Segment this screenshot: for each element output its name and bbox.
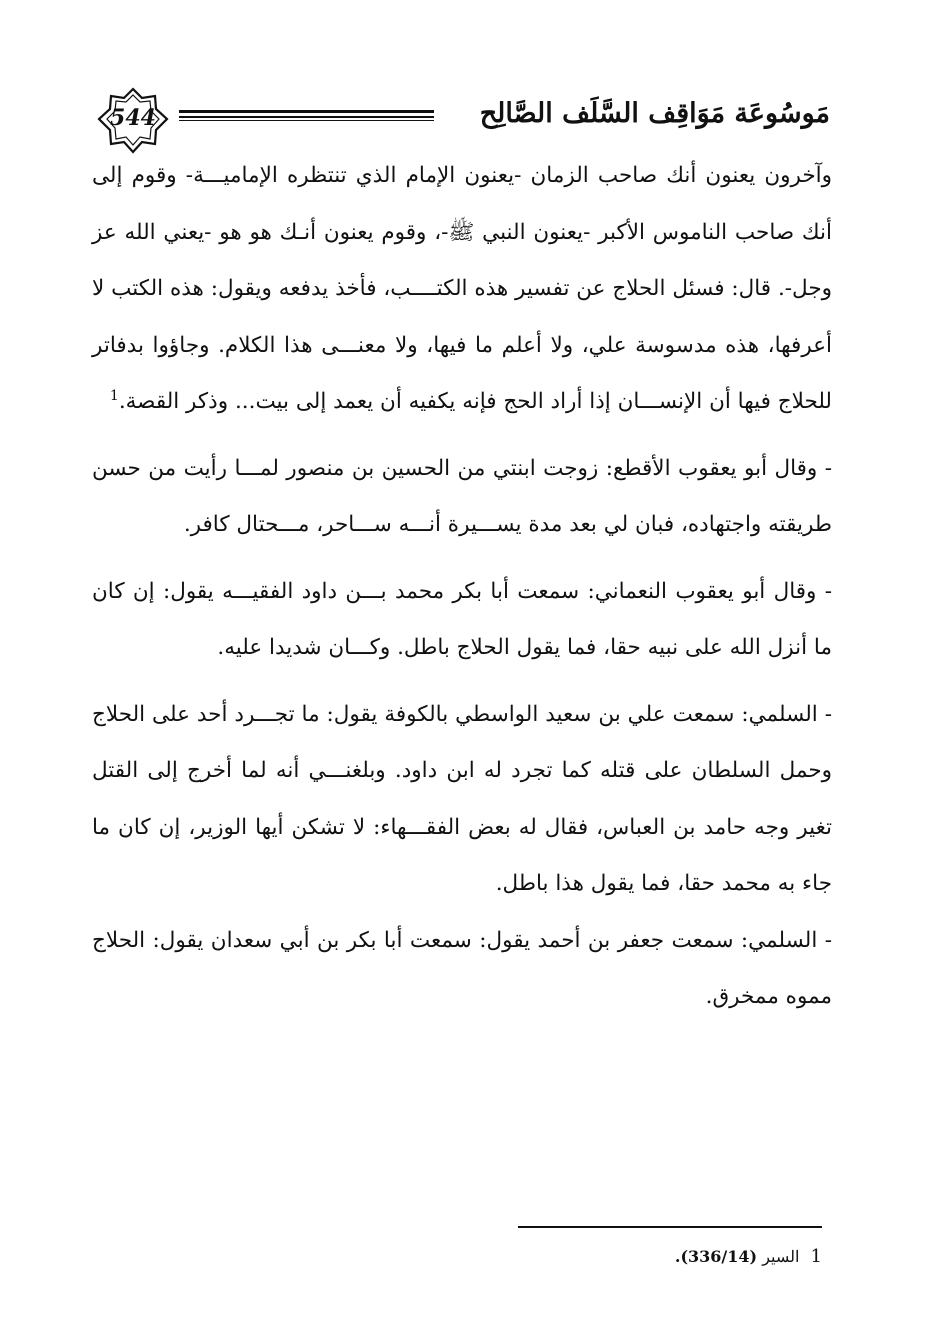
footnote-reference: (336/14). <box>674 1247 758 1266</box>
paragraph-5: - السلمي: سمعت جعفر بن أحمد يقول: سمعت أبا بكر بن أبي سعدان يقول: الحلاج مموه ممخرق. <box>92 927 832 1009</box>
page-header <box>95 86 830 156</box>
page-number-badge <box>95 86 171 156</box>
paragraph-4: - السلمي: سمعت علي بن سعيد الواسطي بالكوفة يقول: ما تجـــرد أحد على الحلاج وحمل السلطان على قتله كما تجرد له ابن داود. وبلغنـــي أنه لما أخرج إلى القتل تغير وجه حامد بن العباس، فقال له بعض الفقـــهاء: لا تشكن أيها الوزير، إن كان ما جاء به محمد حقا، فما يقول هذا باطل. <box>92 701 832 896</box>
paragraph-1-text: وآخرون يعنون أنك صاحب الزمان -يعنون الإمام الذي تنتظره الإماميـــة- وقوم إلى أنك صاحب الناموس الأكبر -يعنون النبي ﷺ-، وقوم يعنون أنـك هو هو -يعني الله عز وجل-. قال: فسئل الحلاج عن تفسير هذه الكتــــب، فأخذ يدفعه ويقول: هذه الكتب لا أعرفها، هذه مدسوسة علي، ولا أعلم ما فيها، ولا معنـــى هذا الكلام. وجاؤوا بدفاتر للحلاج فيها أن الإنســـان إذا أراد الحج فإنه يكفيه أن يعمد إلى بيت... وذكر القصة. <box>92 163 832 414</box>
paragraph-2: - وقال أبو يعقوب الأقطع: زوجت ابنتي من الحسين بن منصور لمـــا رأيت من حسن طريقته واجتهاده، فبان لي بعد مدة يســـيرة أنـــه ســـاحر، مـــحتال كافر. <box>92 455 832 537</box>
footnote-number: 1 <box>810 1246 822 1267</box>
footnote <box>420 1244 822 1270</box>
page-number: 544 <box>110 105 156 131</box>
footnote-source: السير <box>762 1247 800 1266</box>
book-title: مَوسُوعَة مَوَاقِف السَّلَف الصَّالِح <box>479 98 830 129</box>
body-text <box>92 148 832 1026</box>
paragraph-1 <box>92 148 832 431</box>
footnote-divider <box>518 1226 822 1228</box>
paragraph-3: - وقال أبو يعقوب النعماني: سمعت أبا بكر محمد بـــن داود الفقيـــه يقول: إن كان ما أنزل الله على نبيه حقا، فما يقول الحلاج باطل. وكـــان شديدا عليه. <box>92 578 832 660</box>
header-rule <box>179 110 434 122</box>
footnote-ref[interactable]: 1 <box>109 387 119 404</box>
